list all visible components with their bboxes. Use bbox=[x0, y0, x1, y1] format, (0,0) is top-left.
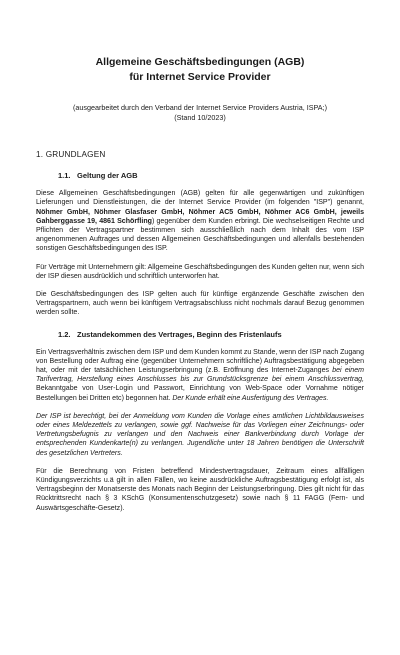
paragraph-text: Diese Allgemeinen Geschäftsbedingungen (AGB) gelten für alle gegenwärtigen und zukünftigen Lieferungen und Dienstleistungen, die der Internet Service Provider (im folgenden "ISP") genannt, bbox=[36, 190, 364, 207]
italic-text: Der ISP ist berechtigt, bei der Anmeldung vom Kunden die Vorlage eines amtlichen Lichtbildausweises oder eines Meldezettels zu verlangen, sowie ggf. Nachweise für das Vorliegen einer Zeichnungs- oder Vertretungsbefugnis zu verlangen und den Nachweis einer Bankverbindung durch Vorlage der entsprechenden Kundenkarte(n) zu verlangen. Jugendliche unter 18 Jahren benötigen die Unterschrift des gesetzlichen Vertreters. bbox=[36, 412, 364, 457]
subsection-number: 1.2. bbox=[58, 329, 71, 339]
italic-text: bei einem Tarifvertrag, Herstellung eines Anschlusses bis zur Grundstücksgrenze bei einem Anschlussvertrag, bbox=[36, 367, 365, 384]
subsection-heading-geltung bbox=[58, 171, 364, 180]
subtitle-line-2: (Stand 10/2023) bbox=[174, 112, 226, 122]
subsection-number: 1.1. bbox=[58, 171, 71, 181]
subsection-title: Zustandekommen des Vertrages, Beginn des Fristenlaufs bbox=[77, 329, 282, 339]
subsection-title: Geltung der AGB bbox=[77, 171, 138, 181]
document-subtitle bbox=[36, 103, 364, 122]
company-names: Nöhmer GmbH, Nöhmer Glasfaser GmbH, Nöhmer AC5 GmbH, Nöhmer AC6 GmbH, jeweils Gahberggasse 19, 4861 Schörfling bbox=[36, 208, 364, 225]
section-heading-grundlagen bbox=[36, 150, 364, 159]
paragraph-text: Ein Vertragsverhältnis zwischen dem ISP und dem Kunden kommt zu Stande, wenn der ISP nach Zugang von Bestellung oder Auftrag eine (gegenüber Unternehmern schriftliche) Auftragsbestätigung abgegeben hat, oder mit der tatsächlichen Leistungserbringung (z.B. Eröffnung des Internet-Zuganges bbox=[36, 348, 364, 375]
subtitle-line-1: (ausgearbeitet durch den Verband der Internet Service Providers Austria, ISPA;) bbox=[73, 103, 327, 112]
paragraph-text: Bekanntgabe von User-Login und Passwort, Einrichtung von Web-Space oder Vornahme nötiger Bestellungen bei Dritten etc) begonnen hat. bbox=[36, 385, 364, 402]
paragraph-text: ) gegenüber dem Kunden erbringt. Die wechselseitigen Rechte und Pflichten der Vertragspartner bestimmen sich ausschließlich nach dem Inhalt des vom ISP angenommenen Auftrages und dessen Allgemeinen Geschäftsbedingungen und allenfalls bestehenden sonstigen Geschäftsbedingungen des ISP. bbox=[36, 217, 365, 253]
title-line-1: Allgemeine Geschäftsbedingungen (AGB) bbox=[95, 56, 305, 68]
paragraph-geltung-3: Die Geschäftsbedingungen des ISP gelten auch für künftige ergänzende Geschäfte zwischen den Vertragspartnern, auch wenn bei künftigem Vertragsabschluss nicht nochmals darauf Bezug genommen werden sollte. bbox=[36, 291, 364, 317]
section-title: GRUNDLAGEN bbox=[45, 150, 106, 160]
italic-text: Der Kunde erhält eine Ausfertigung des Vertrages. bbox=[172, 394, 329, 402]
document-page bbox=[0, 55, 400, 655]
paragraph-zustandekommen-2 bbox=[36, 412, 364, 458]
section-number: 1. bbox=[36, 150, 44, 160]
document-title bbox=[36, 55, 364, 85]
title-line-2: für Internet Service Provider bbox=[129, 71, 271, 83]
subsection-heading-zustandekommen bbox=[58, 330, 364, 339]
paragraph-zustandekommen-1 bbox=[36, 348, 364, 403]
paragraph-geltung-1 bbox=[36, 189, 364, 253]
paragraph-geltung-2: Für Verträge mit Unternehmern gilt: Allgemeine Geschäftsbedingungen des Kunden gelten nur, wenn sich der ISP diesen ausdrücklich und schriftlich unterworfen hat. bbox=[36, 263, 364, 280]
paragraph-zustandekommen-3: Für die Berechnung von Fristen betreffend Mindestvertragsdauer, Zeitraum eines allfälligen Kündigungsverzichts u.ä gilt in allen Fällen, wo keine ausdrückliche Auftragsbestätigung erfolgt ist, als Vertragsbeginn der Monatserste des Monats nach Beginn der Leistungserbringung. Dies gilt nicht für das Rücktrittsrecht nach § 3 KSchG (Konsumentenschutzgesetz) sowie nach § 11 FAGG (Fern- und Auswärtsgeschäfte-Gesetz). bbox=[36, 467, 364, 512]
